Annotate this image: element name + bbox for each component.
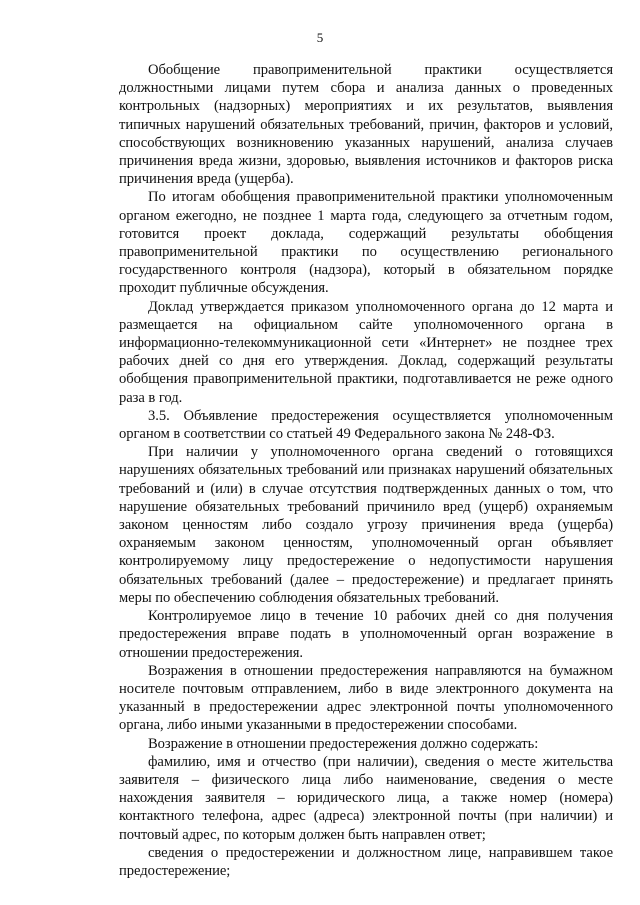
paragraph-objection-deadline: Контролируемое лицо в течение 10 рабочих дней со дня получения предостережения вправе подать в уполномоченный орган возражение в отношении предостережения.: [119, 608, 613, 661]
paragraph-annual-report-draft: По итогам обобщения правоприменительной практики уполномоченным органом ежегодно, не позднее 1 марта года, следующего за отчетным годом, готовится проект доклада, содержащий результаты обобщения правоприменительной практики по осуществлению регионального государственного контроля (надзора), который в обязательном порядке проходит публичные обсуждения.: [119, 189, 613, 297]
paragraph-generalization: Обобщение правоприменительной практики осуществляется должностными лицами путем сбора и анализа данных о проведенных контрольных (надзорных) мероприятиях и их результатов, выявления типичных нарушений обязательных требований, причин, факторов и условий, способствующих возникновению указанных нарушений, анализа случаев причинения вреда жизни, здоровью, выявления источников и факторов риска причинения вреда (ущерба).: [119, 62, 613, 188]
paragraph-warning-conditions: При наличии у уполномоченного органа сведений о готовящихся нарушениях обязательных требований или признаках нарушений обязательных требований и (или) в случае отсутствия подтвержденных данных о том, что нарушение обязательных требований причинило вред (ущерб) охраняемым законом ценностям либо создало угрозу причинения вреда (ущерба) охраняемым законом ценностям, уполномоченный орган объявляет контролируемому лицу предостережение о недопустимости нарушения обязательных требований (далее – предостережение) и предлагает принять меры по обеспечению соблюдения обязательных требований.: [119, 444, 613, 606]
list-item-warning-details: сведения о предостережении и должностном лице, направившем такое предостережение;: [119, 844, 613, 879]
paragraph-warning-announcement: 3.5. Объявление предостережения осуществляется уполномоченным органом в соответствии со статьей 49 Федерального закона № 248-ФЗ.: [119, 407, 613, 443]
paragraph-objection-contents: Возражение в отношении предостережения должно содержать:: [148, 735, 539, 752]
list-item-applicant-details: фамилию, имя и отчество (при наличии), сведения о месте жительства заявителя – физического лица либо наименование, сведения о месте нахождения заявителя – юридического лица, а также номер (номера) контактного телефона, адрес (адреса) электронной почты (при наличии) и почтовый адрес, по которым должен быть направлен ответ;: [119, 753, 613, 843]
paragraph-objection-submission: Возражения в отношении предостережения направляются на бумажном носителе почтовым отправлением, либо в виде электронного документа на указанный в предостережении адрес электронной почты уполномоченного органа, либо иными указанными в предостережении способами.: [119, 662, 613, 734]
paragraph-report-approval: Доклад утверждается приказом уполномоченного органа до 12 марта и размещается на официальном сайте уполномоченного органа в информационно-телекоммуникационной сети «Интернет» не позднее трех рабочих дней со дня его утверждения. Доклад, содержащий результаты обобщения правоприменительной практики, подготавливается не реже одного раза в год.: [119, 298, 613, 406]
page-number: 5: [316, 30, 324, 45]
document-body: [119, 61, 613, 880]
